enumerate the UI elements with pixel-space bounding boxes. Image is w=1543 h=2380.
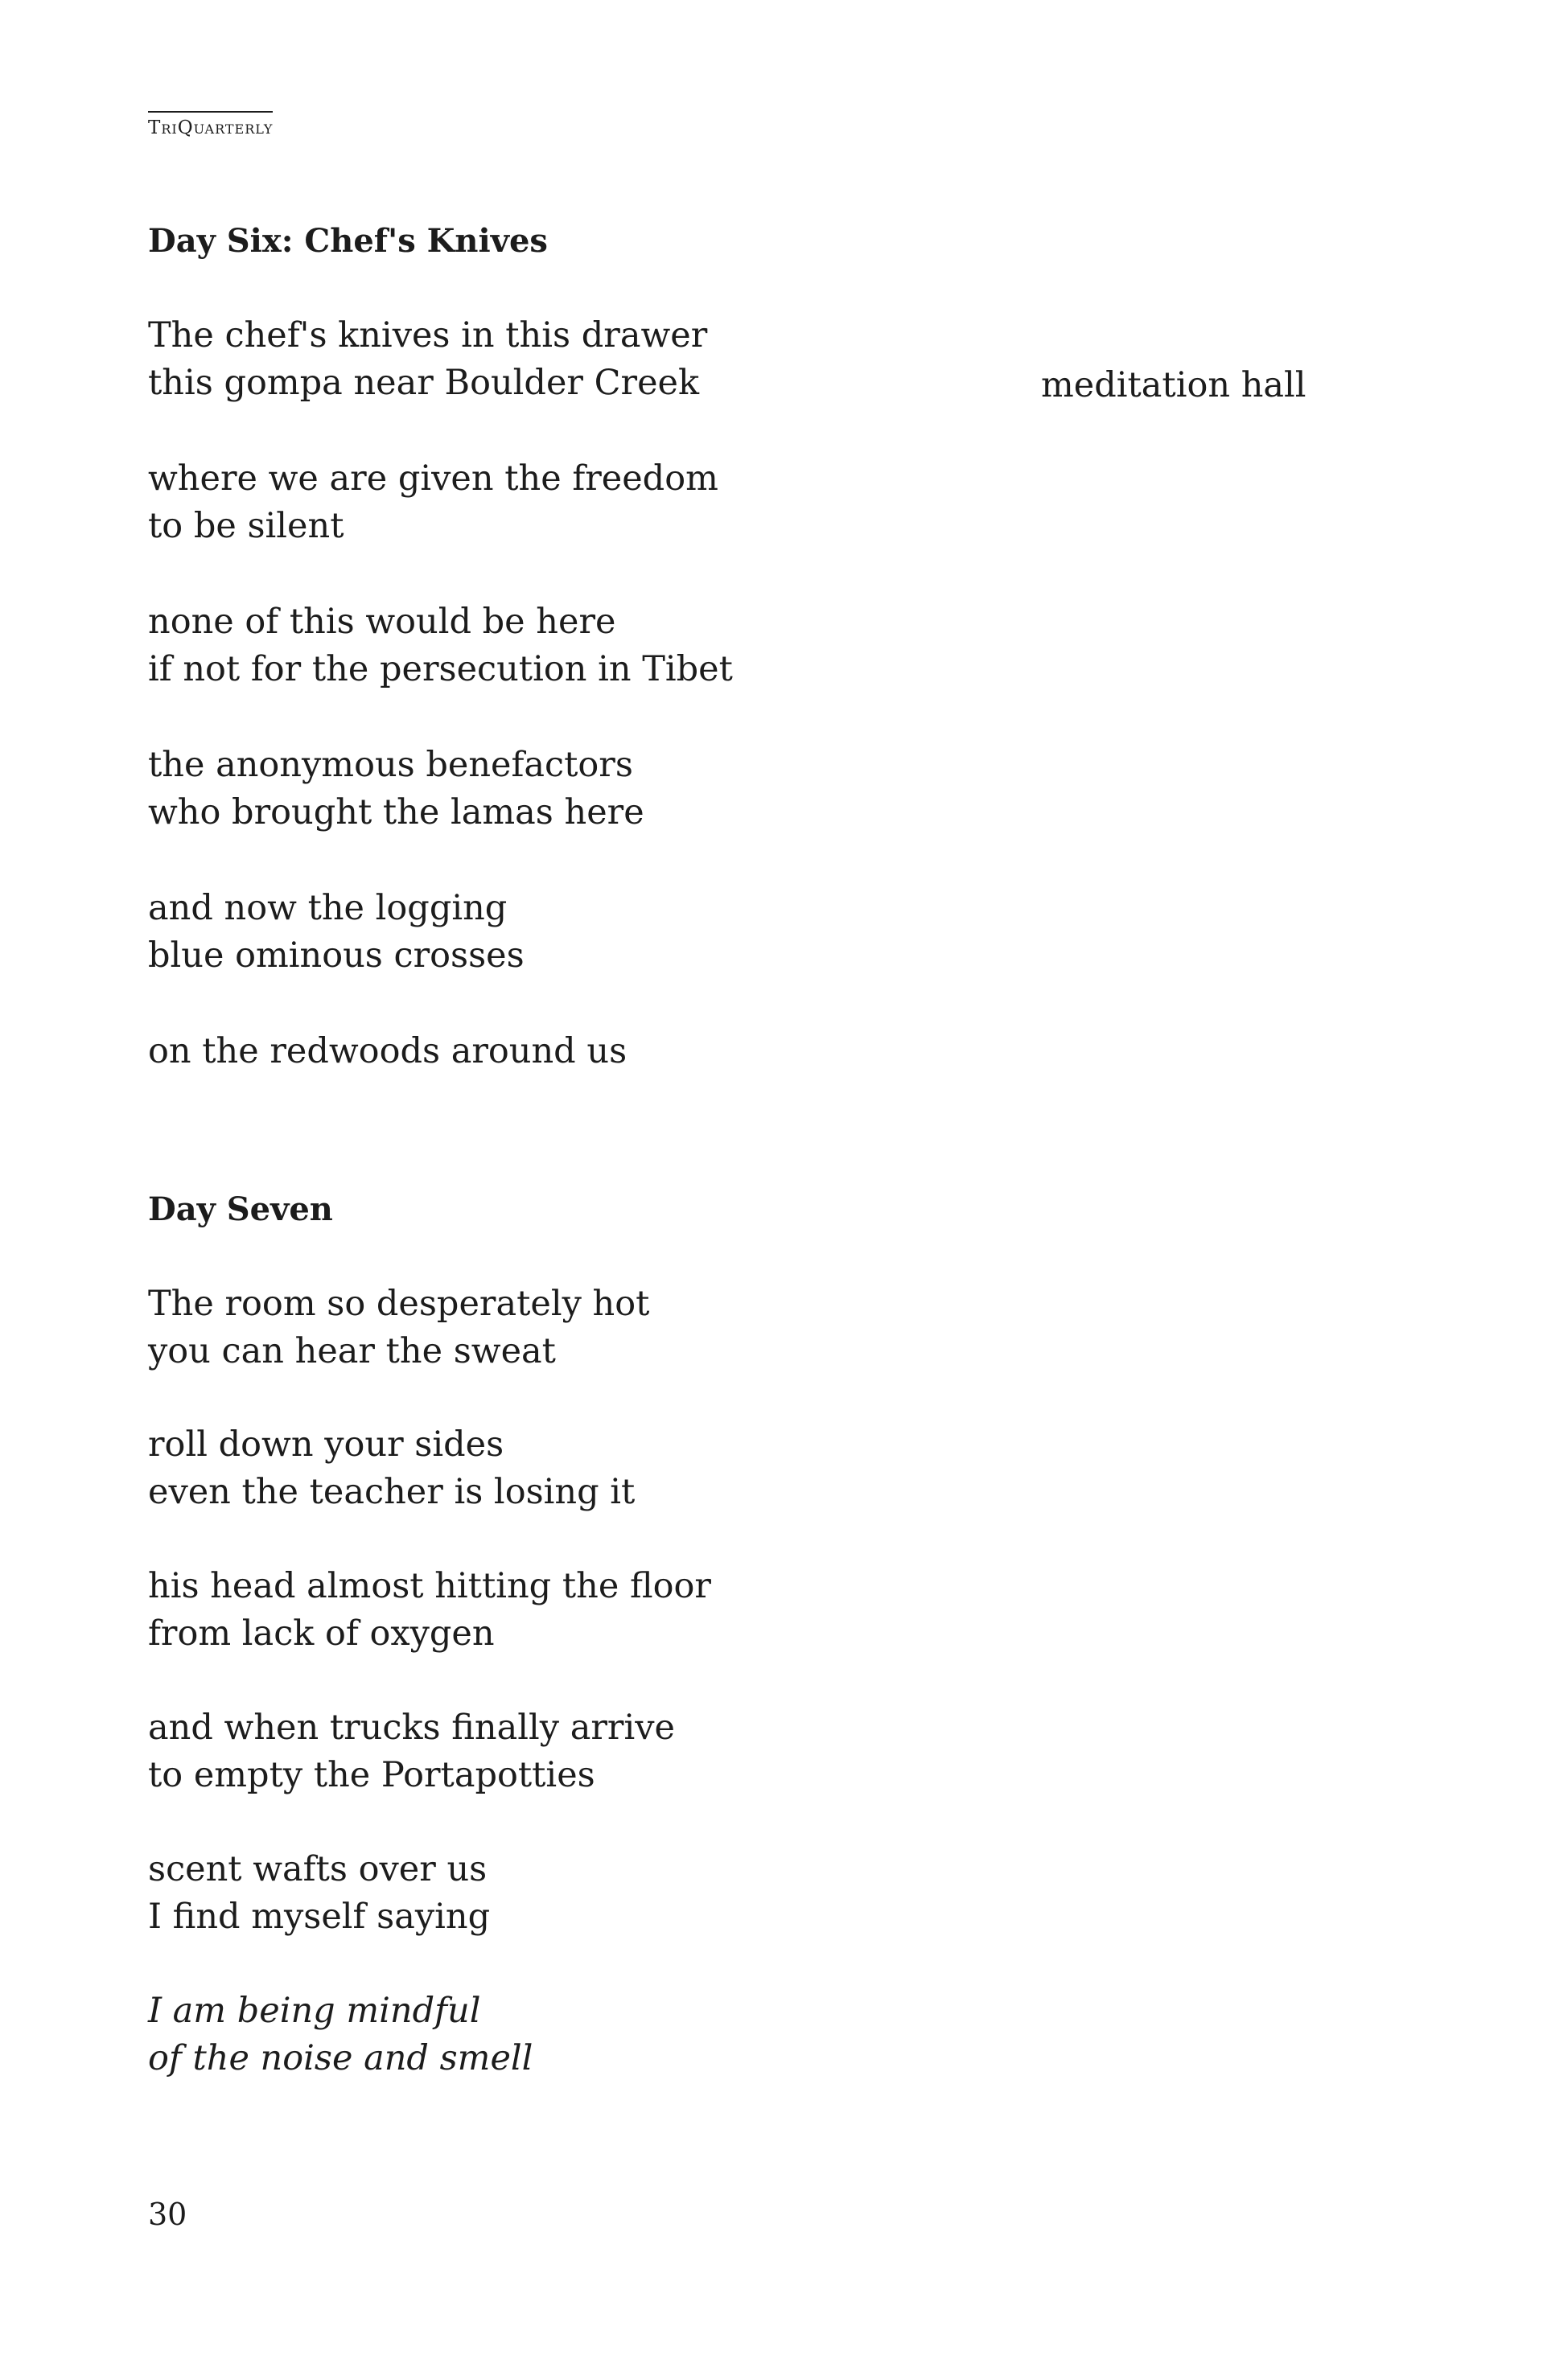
poem-line: scent wafts over us xyxy=(148,1849,488,1889)
poem-line: The room so desperately hot xyxy=(148,1284,650,1324)
poem-line: none of this would be here xyxy=(148,602,616,642)
running-head: TriQuarterly xyxy=(148,111,273,140)
poem-line: even the teacher is losing it xyxy=(148,1472,636,1512)
poem-line: and when trucks finally arrive xyxy=(148,1708,675,1748)
poem-line-italic: of the noise and smell xyxy=(148,2038,533,2078)
poem-line: his head almost hitting the floor xyxy=(148,1566,711,1606)
poem-line: and now the logging xyxy=(148,888,508,928)
poem-line: on the redwoods around us xyxy=(148,1031,627,1071)
poem-line: roll down your sides xyxy=(148,1424,504,1465)
poem-title-day-six: Day Six: Chef's Knives xyxy=(148,222,548,260)
poem-line: if not for the persecution in Tibet xyxy=(148,649,733,689)
poem-line-italic: I am being mindful xyxy=(148,1991,481,2031)
stanza xyxy=(148,1846,490,1941)
page-number: 30 xyxy=(148,2197,187,2232)
poem-line: who brought the lamas here xyxy=(148,792,644,832)
poem-line: I find myself saying xyxy=(148,1897,491,1937)
poem-line: to empty the Portapotties xyxy=(148,1755,595,1795)
stanza xyxy=(148,455,718,550)
side-note: meditation hall xyxy=(1041,365,1306,405)
stanza xyxy=(148,598,733,693)
poem-title-day-seven: Day Seven xyxy=(148,1190,333,1228)
stanza xyxy=(148,1987,533,2082)
poem-line: The chef's knives in this drawer xyxy=(148,315,708,356)
stanza xyxy=(148,742,644,836)
poem-line: the anonymous benefactors xyxy=(148,745,633,785)
stanza xyxy=(148,312,707,407)
stanza xyxy=(148,1028,627,1075)
stanza xyxy=(148,1563,711,1658)
poem-line: this gompa near Boulder Creek xyxy=(148,363,700,403)
poem-line: where we are given the freedom xyxy=(148,458,718,499)
stanza xyxy=(148,1280,649,1375)
poem-line: you can hear the sweat xyxy=(148,1331,556,1371)
stanza xyxy=(148,1421,635,1516)
poem-line: to be silent xyxy=(148,506,344,546)
stanza xyxy=(148,1704,675,1799)
stanza xyxy=(148,885,525,980)
poem-line: blue ominous crosses xyxy=(148,935,525,976)
poem-line: from lack of oxygen xyxy=(148,1613,495,1654)
